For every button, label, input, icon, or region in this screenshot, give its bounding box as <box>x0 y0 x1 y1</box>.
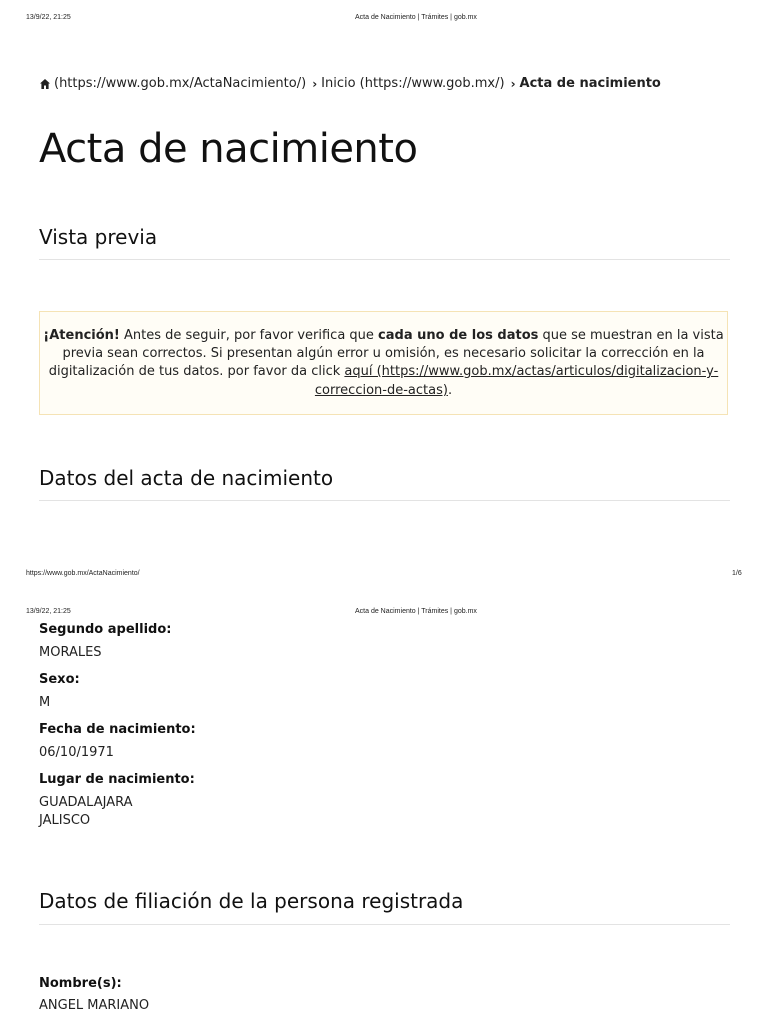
lugar-nacimiento-value-state: JALISCO <box>39 813 91 828</box>
section-datos-acta: Datos del acta de nacimiento <box>39 466 334 490</box>
breadcrumb <box>39 76 661 91</box>
alert-line-2: previa sean correctos. Si presentan algún error u omisión, es necesario solicitar la corrección en la <box>62 346 705 361</box>
chevron-right-icon: › <box>312 76 318 91</box>
segundo-apellido-value: MORALES <box>39 645 102 660</box>
fecha-nacimiento-label: Fecha de nacimiento: <box>39 722 196 737</box>
nombres-value: ANGEL MARIANO <box>39 998 150 1013</box>
sexo-label: Sexo: <box>39 672 80 687</box>
correction-link[interactable]: aquí (https://www.gob.mx/actas/articulos/digitalizacion-y- <box>344 364 719 379</box>
alert-line-1 <box>40 328 727 343</box>
print-page-number: 1/6 <box>732 570 742 577</box>
alert-text: Antes de seguir, por favor verifica que <box>119 328 379 343</box>
alert-strong-datos: cada uno de los datos <box>378 328 539 343</box>
lugar-nacimiento-value-city: GUADALAJARA <box>39 795 133 810</box>
nombres-label: Nombre(s): <box>39 976 122 991</box>
divider <box>39 924 730 925</box>
home-icon[interactable] <box>39 78 51 90</box>
attention-alert <box>39 311 728 415</box>
section-vista-previa: Vista previa <box>39 225 158 249</box>
lugar-nacimiento-label: Lugar de nacimiento: <box>39 772 195 787</box>
segundo-apellido-label: Segundo apellido: <box>39 622 172 637</box>
alert-line-4 <box>40 383 727 398</box>
alert-text: que se muestran en la vista <box>538 328 724 343</box>
correction-link-continued[interactable]: correccion-de-actas) <box>314 383 448 398</box>
breadcrumb-inicio-link[interactable]: Inicio (https://www.gob.mx/) <box>321 76 505 91</box>
section-filiacion: Datos de filiación de la persona registrada <box>39 889 464 913</box>
print-title: Acta de Nacimiento | Trámites | gob.mx <box>355 608 477 615</box>
divider <box>39 259 730 260</box>
print-date: 13/9/22, 21:25 <box>26 14 71 21</box>
breadcrumb-home-link[interactable]: (https://www.gob.mx/ActaNacimiento/) <box>54 76 307 91</box>
print-footer-url: https://www.gob.mx/ActaNacimiento/ <box>26 570 140 577</box>
alert-text: digitalización de tus datos. por favor da click <box>48 364 345 379</box>
print-title: Acta de Nacimiento | Trámites | gob.mx <box>355 14 477 21</box>
breadcrumb-current: Acta de nacimiento <box>519 76 661 91</box>
alert-strong-atencion: ¡Atención! <box>43 328 120 343</box>
print-date: 13/9/22, 21:25 <box>26 608 71 615</box>
divider <box>39 500 730 501</box>
alert-text: . <box>447 383 453 398</box>
page-title: Acta de nacimiento <box>39 126 418 172</box>
alert-line-3 <box>40 364 727 379</box>
chevron-right-icon: › <box>510 76 516 91</box>
fecha-nacimiento-value: 06/10/1971 <box>39 745 114 760</box>
sexo-value: M <box>39 695 51 710</box>
